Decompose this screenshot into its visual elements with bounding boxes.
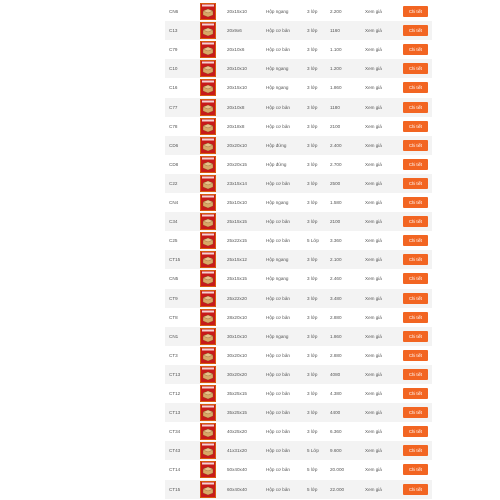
table-row	[165, 460, 432, 479]
box-thumbnail-icon[interactable]	[200, 99, 216, 116]
product-type: Hộp đứng	[266, 142, 287, 148]
product-code: CT34	[169, 429, 181, 435]
table-row	[165, 346, 432, 365]
box-thumbnail-icon[interactable]	[200, 309, 216, 326]
product-type: Hộp ngang	[266, 200, 289, 205]
product-code: C25	[169, 238, 178, 244]
product-size: 28x20x10	[227, 314, 247, 320]
product-quantity-note: Xem giá	[365, 276, 382, 282]
product-type: Hộp cơ bản	[266, 123, 290, 129]
product-price: 4080	[330, 371, 341, 377]
product-code: CT12	[169, 391, 181, 396]
table-row	[165, 250, 432, 269]
product-size: 25x15x12	[227, 257, 247, 263]
product-layers: 5 lớp	[307, 467, 318, 473]
product-layers: 3 lớp	[307, 180, 318, 186]
product-layers: 3 lớp	[307, 142, 318, 148]
product-code: C79	[169, 47, 178, 53]
detail-button[interactable]: Chi tiết	[403, 25, 428, 36]
box-thumbnail-icon[interactable]	[200, 194, 216, 211]
product-price: 2.880	[330, 352, 342, 358]
product-code: C78	[169, 123, 178, 129]
product-size: 25x10x10	[227, 200, 247, 205]
product-type: Hộp ngang	[266, 276, 289, 282]
product-quantity-note: Xem giá	[365, 257, 382, 263]
product-quantity-note: Xem giá	[365, 238, 382, 244]
product-price: 1.860	[330, 85, 342, 91]
box-thumbnail-icon[interactable]	[200, 3, 216, 20]
detail-button[interactable]: Chi tiết	[403, 350, 428, 361]
product-price: 4400	[330, 410, 341, 416]
product-size: 20x15x10	[227, 85, 247, 91]
product-code: C10	[169, 66, 178, 72]
product-type: Hộp cơ bản	[266, 467, 290, 473]
product-size: 20x18x8	[227, 123, 245, 129]
product-price: 22.000	[330, 486, 345, 492]
detail-button[interactable]: Chi tiết	[403, 44, 428, 55]
product-size: 40x25x20	[227, 429, 247, 435]
product-price: 20.000	[330, 467, 345, 473]
detail-button[interactable]: Chi tiết	[403, 216, 428, 227]
product-size: 25x15x15	[227, 276, 247, 282]
box-thumbnail-icon[interactable]	[200, 404, 216, 421]
product-type: Hộp cơ bản	[266, 448, 290, 454]
product-price: 2.880	[330, 314, 342, 320]
product-type: Hộp cơ bản	[266, 486, 290, 492]
box-thumbnail-icon[interactable]	[200, 461, 216, 478]
detail-button[interactable]: Chi tiết	[403, 63, 428, 74]
product-size: 20x10x8	[227, 104, 245, 110]
product-layers: 3 lớp	[307, 200, 318, 205]
product-type: Hộp cơ bản	[266, 47, 290, 53]
product-layers: 3 lớp	[307, 333, 318, 339]
product-layers: 3 lớp	[307, 410, 318, 416]
product-size: 25x22x20	[227, 295, 247, 301]
product-size: 20x10x6	[227, 47, 245, 53]
product-quantity-note: Xem giá	[365, 314, 382, 320]
product-layers: 3 lớp	[307, 66, 318, 72]
product-quantity-note: Xem giá	[365, 104, 382, 110]
product-code: CT43	[169, 448, 181, 454]
product-code: CT8	[169, 314, 178, 320]
product-layers: 3 lớp	[307, 429, 318, 435]
product-code: CD6	[169, 142, 179, 148]
product-size: 60x40x40	[227, 486, 247, 492]
product-quantity-note: Xem giá	[365, 467, 382, 473]
product-code: CT9	[169, 295, 178, 301]
table-row	[165, 289, 432, 308]
product-price: 6.360	[330, 429, 342, 435]
detail-button[interactable]: Chi tiết	[403, 254, 428, 265]
product-quantity-note: Xem giá	[365, 448, 382, 454]
product-size: 20x10x10	[227, 66, 247, 72]
product-quantity-note: Xem giá	[365, 410, 382, 416]
product-price: 9.600	[330, 448, 342, 454]
table-row	[165, 403, 432, 422]
table-row	[165, 193, 432, 212]
detail-button[interactable]: Chi tiết	[403, 102, 428, 113]
table-row	[165, 308, 432, 327]
product-quantity-note: Xem giá	[365, 85, 382, 91]
product-code: C77	[169, 104, 178, 110]
product-size: 50x40x40	[227, 467, 247, 473]
detail-button[interactable]: Chi tiết	[403, 445, 428, 456]
detail-button[interactable]: Chi tiết	[403, 140, 428, 151]
box-thumbnail-icon[interactable]	[200, 347, 216, 364]
table-row	[165, 327, 432, 346]
table-row	[165, 480, 432, 499]
detail-button[interactable]: Chi tiết	[403, 407, 428, 418]
product-price: 1.200	[330, 66, 342, 72]
table-row	[165, 136, 432, 155]
box-thumbnail-icon[interactable]	[200, 232, 216, 249]
product-quantity-note: Xem giá	[365, 123, 382, 129]
product-type: Hộp ngang	[266, 257, 289, 263]
product-type: Hộp cơ bản	[266, 314, 290, 320]
product-layers: 3 lớp	[307, 123, 318, 129]
detail-button[interactable]: Chi tiết	[403, 6, 428, 17]
box-thumbnail-icon[interactable]	[200, 41, 216, 58]
table-row	[165, 2, 432, 21]
detail-button[interactable]: Chi tiết	[403, 484, 428, 495]
product-layers: 3 lớp	[307, 161, 318, 167]
product-quantity-note: Xem giá	[365, 66, 382, 72]
product-quantity-note: Xem giá	[365, 28, 382, 34]
product-size: 20x20x15	[227, 161, 247, 167]
product-code: CT15	[169, 257, 181, 263]
product-layers: 5 Lớp	[307, 238, 319, 244]
table-row	[165, 231, 432, 250]
product-layers: 5 Lớp	[307, 448, 319, 454]
detail-button[interactable]: Chi tiết	[403, 178, 428, 189]
box-thumbnail-icon[interactable]	[200, 156, 216, 173]
product-type: Hộp cơ bản	[266, 371, 290, 377]
product-size: 35x25x15	[227, 391, 247, 396]
product-code: CD8	[169, 161, 179, 167]
product-layers: 3 lớp	[307, 47, 318, 53]
product-type: Hộp ngang	[266, 9, 289, 14]
product-price: 2.460	[330, 276, 342, 282]
table-row	[165, 384, 432, 403]
product-price: 1160	[330, 28, 340, 34]
product-type: Hộp cơ bản	[266, 352, 290, 358]
product-code: C34	[169, 219, 178, 225]
product-size: 20x15x10	[227, 9, 247, 14]
product-quantity-note: Xem giá	[365, 142, 382, 148]
product-layers: 3 lớp	[307, 276, 318, 282]
product-table	[165, 0, 432, 500]
box-thumbnail-icon[interactable]	[200, 328, 216, 345]
product-price: 2.200	[330, 9, 342, 14]
table-row	[165, 174, 432, 193]
table-row	[165, 59, 432, 78]
detail-button[interactable]: Chi tiết	[403, 121, 428, 132]
box-thumbnail-icon[interactable]	[200, 79, 216, 96]
product-code: CT14	[169, 467, 181, 473]
product-quantity-note: Xem giá	[365, 9, 382, 14]
product-quantity-note: Xem giá	[365, 333, 382, 339]
box-thumbnail-icon[interactable]	[200, 481, 216, 498]
product-size: 30x10x10	[227, 333, 247, 339]
product-quantity-note: Xem giá	[365, 352, 382, 358]
table-row	[165, 78, 432, 97]
product-price: 2.700	[330, 161, 342, 167]
detail-button[interactable]: Chi tiết	[403, 464, 428, 475]
product-layers: 3 lớp	[307, 391, 318, 396]
product-price: 3.480	[330, 295, 342, 301]
detail-button[interactable]: Chi tiết	[403, 369, 428, 380]
table-row	[165, 441, 432, 460]
box-thumbnail-icon[interactable]	[200, 270, 216, 287]
product-quantity-note: Xem giá	[365, 429, 382, 435]
detail-button[interactable]: Chi tiết	[403, 273, 428, 284]
product-type: Hộp cơ bản	[266, 410, 290, 416]
product-type: Hộp cơ bản	[266, 28, 290, 34]
detail-button[interactable]: Chi tiết	[403, 235, 428, 246]
box-thumbnail-icon[interactable]	[200, 137, 216, 154]
product-code: CT3	[169, 352, 178, 358]
product-price: 4.380	[330, 391, 342, 396]
product-layers: 3 lớp	[307, 371, 318, 377]
detail-button[interactable]: Chi tiết	[403, 388, 428, 399]
table-row	[165, 269, 432, 288]
product-price: 1.100	[330, 47, 342, 53]
product-layers: 3 lớp	[307, 257, 318, 263]
product-code: CT13	[169, 371, 181, 377]
product-code: C13	[169, 28, 178, 34]
product-size: 30x20x10	[227, 352, 247, 358]
product-price: 2500	[330, 180, 341, 186]
product-type: Hộp ngang	[266, 85, 289, 91]
product-size: 30x20x20	[227, 371, 247, 377]
product-type: Hộp đứng	[266, 161, 287, 167]
product-type: Hộp ngang	[266, 66, 289, 72]
product-code: CT13	[169, 410, 181, 416]
product-code: CN6	[169, 9, 179, 14]
table-row	[165, 212, 432, 231]
product-size: 20x20x10	[227, 142, 247, 148]
box-thumbnail-icon[interactable]	[200, 175, 216, 192]
detail-button[interactable]: Chi tiết	[403, 197, 428, 208]
product-type: Hộp cơ bản	[266, 104, 290, 110]
product-price: 2.100	[330, 257, 342, 263]
box-thumbnail-icon[interactable]	[200, 366, 216, 383]
product-quantity-note: Xem giá	[365, 295, 382, 301]
product-code: CN1	[169, 333, 179, 339]
product-price: 2.400	[330, 142, 342, 148]
detail-button[interactable]: Chi tiết	[403, 331, 428, 342]
product-size: 20x9x6	[227, 28, 242, 34]
detail-button[interactable]: Chi tiết	[403, 293, 428, 304]
product-quantity-note: Xem giá	[365, 161, 382, 167]
product-type: Hộp cơ bản	[266, 180, 290, 186]
product-price: 1180	[330, 104, 340, 110]
product-layers: 3 lớp	[307, 104, 318, 110]
product-code: CN4	[169, 200, 179, 205]
table-row	[165, 365, 432, 384]
product-layers: 3 lớp	[307, 85, 318, 91]
product-layers: 5 lớp	[307, 486, 318, 492]
product-size: 23x15x14	[227, 180, 247, 186]
product-size: 41x31x20	[227, 448, 247, 454]
product-layers: 3 lớp	[307, 352, 318, 358]
product-code: C16	[169, 85, 178, 91]
box-thumbnail-icon[interactable]	[200, 423, 216, 440]
product-quantity-note: Xem giá	[365, 219, 382, 225]
box-thumbnail-icon[interactable]	[200, 22, 216, 39]
detail-button[interactable]: Chi tiết	[403, 159, 428, 170]
product-price: 2100	[330, 123, 341, 129]
product-quantity-note: Xem giá	[365, 47, 382, 53]
product-quantity-note: Xem giá	[365, 200, 382, 205]
table-row	[165, 422, 432, 441]
detail-button[interactable]: Chi tiết	[403, 426, 428, 437]
product-size: 25x22x15	[227, 238, 247, 244]
box-thumbnail-icon[interactable]	[200, 442, 216, 459]
product-price: 3.360	[330, 238, 342, 244]
product-quantity-note: Xem giá	[365, 180, 382, 186]
product-type: Hộp cơ bản	[266, 219, 290, 225]
box-thumbnail-icon[interactable]	[200, 290, 216, 307]
product-size: 25x15x15	[227, 219, 247, 225]
product-type: Hộp ngang	[266, 333, 289, 339]
product-quantity-note: Xem giá	[365, 391, 382, 396]
product-layers: 3 lớp	[307, 9, 318, 14]
product-code: CN5	[169, 276, 179, 282]
box-thumbnail-icon[interactable]	[200, 213, 216, 230]
detail-button[interactable]: Chi tiết	[403, 82, 428, 93]
detail-button[interactable]: Chi tiết	[403, 312, 428, 323]
table-row	[165, 40, 432, 59]
table-row	[165, 21, 432, 40]
product-code: CT15	[169, 486, 181, 492]
box-thumbnail-icon[interactable]	[200, 385, 216, 402]
box-thumbnail-icon[interactable]	[200, 251, 216, 268]
product-quantity-note: Xem giá	[365, 371, 382, 377]
product-layers: 3 lớp	[307, 28, 318, 34]
product-size: 35x25x15	[227, 410, 247, 416]
product-layers: 3 lớp	[307, 314, 318, 320]
product-type: Hộp cơ bản	[266, 238, 290, 244]
product-code: C22	[169, 180, 178, 186]
product-layers: 3 lớp	[307, 295, 318, 301]
product-type: Hộp cơ bản	[266, 391, 290, 396]
table-row	[165, 117, 432, 136]
product-type: Hộp cơ bản	[266, 295, 290, 301]
table-row	[165, 98, 432, 117]
box-thumbnail-icon[interactable]	[200, 60, 216, 77]
product-quantity-note: Xem giá	[365, 486, 382, 492]
table-row	[165, 155, 432, 174]
product-type: Hộp cơ bản	[266, 429, 290, 435]
product-price: 1.860	[330, 333, 342, 339]
product-price: 2100	[330, 219, 341, 225]
box-thumbnail-icon[interactable]	[200, 118, 216, 135]
product-price: 1.580	[330, 200, 342, 205]
product-layers: 3 lớp	[307, 219, 318, 225]
